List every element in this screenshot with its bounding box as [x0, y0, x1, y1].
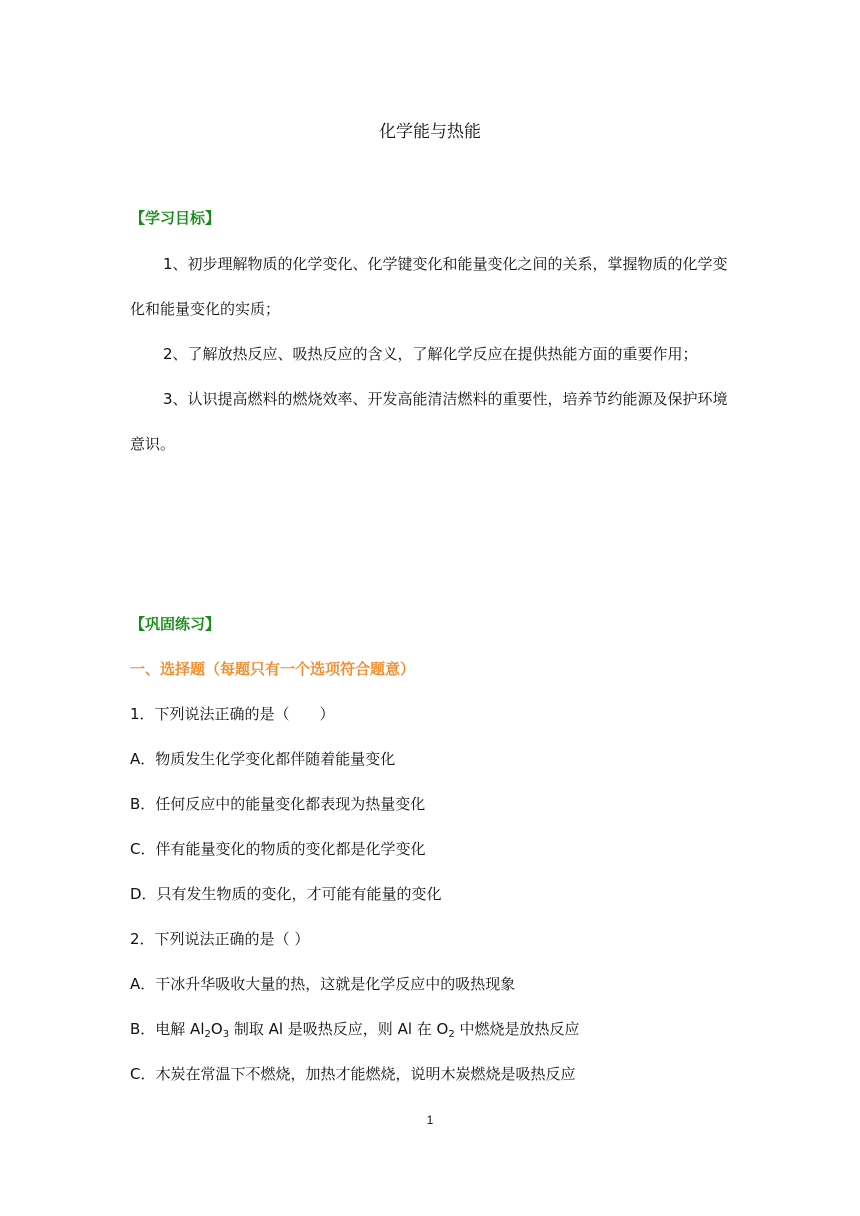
page-number: 1: [426, 1113, 434, 1127]
question-1-option-d: D．只有发生物质的变化，才可能有能量的变化: [130, 885, 442, 903]
objective-3-line-2: 意识。: [130, 435, 176, 453]
objectives-heading: 【学习目标】: [130, 209, 221, 227]
objective-1-line-2: 化和能量变化的实质；: [130, 300, 281, 318]
question-2-option-c: C．木炭在常温下不燃烧，加热才能燃烧，说明木炭燃烧是吸热反应: [130, 1065, 576, 1083]
practice-heading: 【巩固练习】: [130, 615, 221, 633]
objective-1-line-1: 1、初步理解物质的化学变化、化学键变化和能量变化之间的关系，掌握物质的化学变: [163, 255, 728, 273]
question-2-option-a: A．干冰升华吸收大量的热，这就是化学反应中的吸热现象: [130, 975, 516, 993]
choice-section-title: 一、选择题（每题只有一个选项符合题意）: [130, 660, 416, 678]
question-2-stem: 2．下列说法正确的是（ ）: [130, 930, 310, 948]
question-2-option-b: B．电解 $Al_2O_3$ 制取 Al 是吸热反应，则 Al 在 $O_2$ 中燃烧是放热反应: [130, 1020, 580, 1040]
page-title: 化学能与热能: [379, 122, 481, 142]
question-1-stem: 1．下列说法正确的是（ ）: [130, 705, 335, 723]
question-1-option-b: B．任何反应中的能量变化都表现为热量变化: [130, 795, 426, 813]
objective-3-line-1: 3、认识提高燃料的燃烧效率、开发高能清洁燃料的重要性，培养节约能源及保护环境: [163, 390, 728, 408]
question-1-option-c: C．伴有能量变化的物质的变化都是化学变化: [130, 840, 426, 858]
objective-2: 2、了解放热反应、吸热反应的含义，了解化学反应在提供热能方面的重要作用；: [163, 345, 698, 363]
question-1-option-a: A．物质发生化学变化都伴随着能量变化: [130, 750, 396, 768]
